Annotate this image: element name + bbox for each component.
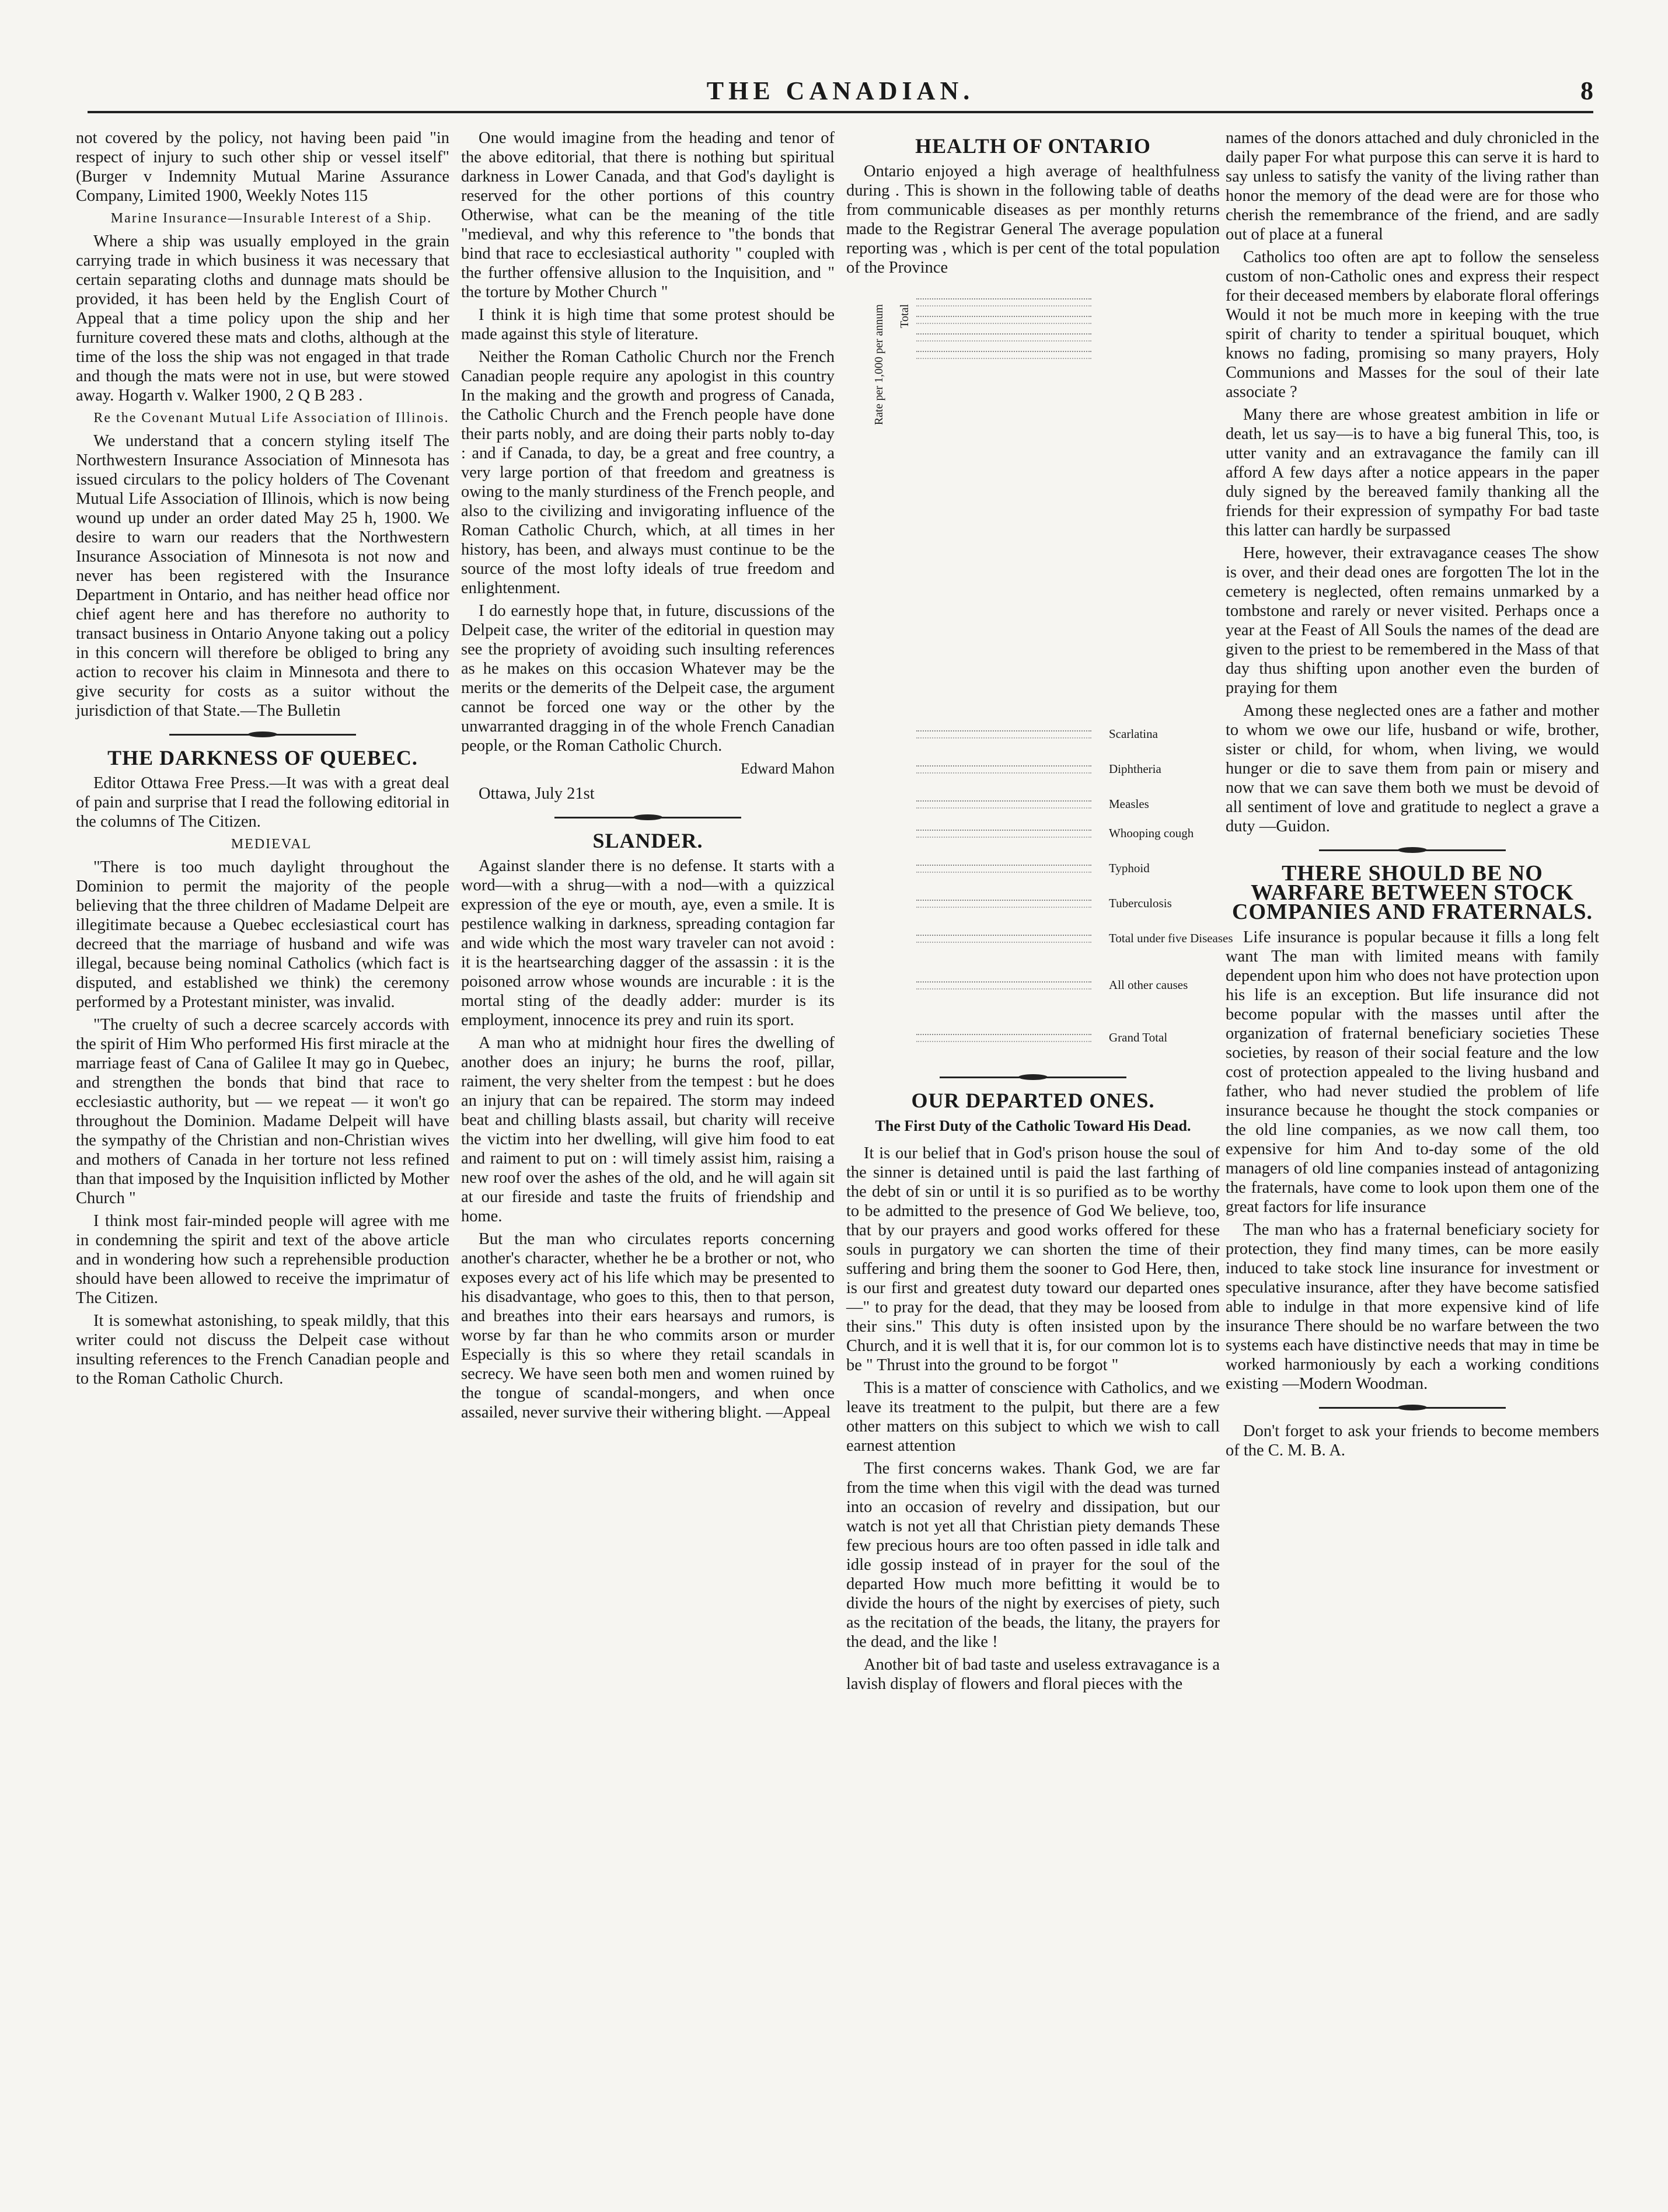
paragraph: Editor Ottawa Free Press.—It was with a great deal of pain and surprise that I read the following editorial in the columns of The Citizen. [76, 774, 449, 831]
paragraph: One would imagine from the heading and tenor of the above editorial, that there is nothing but spiritual darkness in Lower Canada, and that God's daylight is reserved for the other portions of this country Otherwise, what can be the meaning of the title "medieval, and why this reference to "the bonds that bind that race to ecclesiastical authority " coupled with the further offensive allusion to the Inquisition, and " the torture by Mother Church " [461, 129, 835, 301]
section-divider [1226, 1402, 1599, 1413]
article-heading: OUR DEPARTED ONES. [911, 1089, 1155, 1112]
table-row-label: Scarlatina [1109, 727, 1158, 741]
paragraph: A man who at midnight hour fires the dwelling of another does an injury; he burns the roof, pillar, raiment, the very shelter from the tempest : but he does an injury that can be repaired. The storm may indeed beat and chilling blasts assail, but charity will receive the victim into her dwelling, will give him food to eat and raiment to put on : will timely assist him, raising a new roof over the ashes of the old, and he will again sit at our fireside and taste the fruits of friendship and home. [461, 1034, 835, 1225]
paragraph: Don't forget to ask your friends to become members of the C. M. B. A. [1226, 1422, 1599, 1459]
paragraph: "The cruelty of such a decree scarcely accords with the spirit of Him Who performed His first miracle at the marriage feast of Cana of Galilee It may go in Quebec, and strengthen the bonds that bind that race to ecclesiastic authority, but — we repeat — it won't go throughout the Dominion. Madame Delpeit will have the sympathy of the Christian and non-Christian wives and mothers of Canada in her torture not less refined than that imposed by the Inquisition inflicted by Mother Church " [76, 1016, 449, 1207]
paragraph: Among these neglected ones are a father and mother to whom we owe our life, husband or wife, brother, sister or child, for whom, when living, we would hunger or die to save them from pain or misery and now that we can save them both we must be devoid of all sentiment of love and gratitude to neglect a grave a duty —Guidon. [1226, 702, 1599, 835]
paragraph: Catholics too often are apt to follow the senseless custom of non-Catholic ones and express their respect for their deceased members by elaborate floral offerings Would it not be much more in keeping with the true spirit of charity to tender a spiritual bouquet, which knows no fading, promising so many prayers, Holy Communions and Masses for the soul of their late associate ? [1226, 248, 1599, 401]
paragraph: not covered by the policy, not having been paid "in respect of injury to such other ship or vessel itself" (Burger v Indemnity Mutual Marine Assurance Company, Limited 1900, Weekly Notes 115 [76, 129, 449, 205]
paragraph: The first concerns wakes. Thank God, we are far from the time when this vigil with the dead was turned into an occasion of revelry and dissipation, but our watch is not yet all that Christian piety demands These few precious hours are too often passed in idle talk and idle gossip instead of in prayer for the soul of the departed How much more befitting it would be to divide the hours of the night by exercises of piety, such as the recitation of the beads, the litany, the prayers for the dead, and the like ! [846, 1459, 1220, 1651]
table-row-label: Grand Total [1109, 1030, 1168, 1044]
table-row-label: Tuberculosis [1109, 896, 1172, 910]
paragraph: This is a matter of conscience with Catholics, and we leave its treatment to the pulpit, but there are a few other matters on this subject to which we wish to call earnest attention [846, 1379, 1220, 1455]
paragraph: Here, however, their extravagance ceases The show is over, and their dead ones are forgotten The lot in the cemetery is neglected, often remains unmarked by a tombstone and rarely or never visited. Perhaps once a year at the Feast of All Souls the names of the dead are given to the priest to be remembered in the Mass of that day thus shifting upon another even the burden of praying for them [1226, 544, 1599, 697]
paragraph: Against slander there is no defense. It starts with a word—with a shrug—with a nod—with a quizzical expression of the eye or mouth, aye, even a smile. It is pestilence walking in darkness, spreading contagion far and wide which the most wary traveler can not avoid : it is the heartsearching dagger of the assassin : it is the poisoned arrow whose wounds are incurable : it is the mortal sting of the deadly adder: murder is its employment, innocence its prey and ruin its sport. [461, 857, 835, 1029]
section-divider [846, 1071, 1220, 1083]
case-heading: Marine Insurance—Insurable Interest of a Ship. [110, 211, 432, 226]
paragraph: Life insurance is popular because it fills a long felt want The man with limited means with family dependent upon him who does not have protection upon his life is an exception. But life insurance did not become popular with the masses until after the organization of fraternal beneficiary societies These societies, by reason of their social feature and the low cost of protection appealed to the living husband and father, who had never studied the problem of life insurance because he thought the stock companies or the old line companies, as we now call them, too expensive for him And to-day some of the old managers of old line companies instead of antagonizing the fraternals, have come to look upon them one of the great factors for life insurance [1226, 928, 1599, 1216]
dateline: Ottawa, July 21st [479, 785, 595, 803]
column-2 [461, 128, 835, 2102]
table-dotted-row [916, 865, 1091, 873]
page-number: 8 [1580, 76, 1593, 105]
table-dotted-row [916, 1034, 1091, 1042]
paragraph: Ontario enjoyed a high average of healthfulness during . This is shown in the following table of deaths from communicable diseases as per monthly returns made to the Registrar General The average population reporting was , which is per cent of the total population of the Province [846, 162, 1220, 277]
table-row-label: All other causes [1109, 978, 1188, 992]
column-4 [1226, 128, 1599, 2102]
table-dotted-row [916, 830, 1091, 838]
column-3 [846, 128, 1233, 2102]
paragraph: But the man who circulates reports concerning another's character, whether he be a brother or not, who exposes every act of his life which may be presented to his disadvantage, who goes to this, then to that person, and breathes into their ears hearsays and rumors, is worse by far than he who commits arson or murder Especially is this so where they retail scandals in secrecy. We have seen both men and women ruined by the tongue of scandal-mongers, and when once assailed, never survive their withering blight. —Appeal [461, 1230, 835, 1422]
table-dotted-row [916, 981, 1091, 990]
paragraph: I think most fair-minded people will agree with me in condemning the spirit and text of the above article and in wondering how such a reprehensible production should have been allowed to receive the imprimatur of The Citizen. [76, 1212, 449, 1307]
article-heading: THE DARKNESS OF QUEBEC. [107, 746, 418, 769]
table-row-label: Whooping cough [1109, 826, 1194, 840]
column-1 [76, 128, 449, 2102]
section-divider [76, 729, 449, 740]
table-row-label: Total under five Diseases [1109, 931, 1233, 945]
table-vertical-label: Rate per 1,000 per annum [873, 304, 885, 426]
paragraph: I do earnestly hope that, in future, discussions of the Delpeit case, the writer of the editorial in question may see the propriety of avoiding such insulting references as he makes on this occasion Whatever may be the merits or the demerits of the Delpeit case, the argument cannot be forced one way or the other by the unwarranted dragging in of the whole French Canadian people, or the Roman Catholic Church. [461, 602, 835, 755]
table-dotted-rows [916, 316, 1091, 324]
article-subheading: The First Duty of the Catholic Toward His Dead. [875, 1117, 1191, 1134]
table-total-label: Total [898, 304, 911, 328]
table-row-label: Typhoid [1109, 861, 1150, 875]
masthead [88, 70, 1593, 117]
table-dotted-row [916, 765, 1091, 774]
table-dotted-row [916, 935, 1091, 943]
paragraph: The man who has a fraternal beneficiary society for protection, they find many times, can be more easily induced to take stock line insurance for investment or speculative insurance, after they have become satisfied able to indulge in that more expensive kind of life insurance There should be no warfare between the two systems each have distinctive needs that may in time be worked harmoniously by each a working conditions existing —Modern Woodman. [1226, 1221, 1599, 1393]
table-dotted-rows [916, 351, 1091, 359]
paragraph: We understand that a concern styling itself The Northwestern Insurance Association of Minnesota has issued circulars to the policy holders of The Covenant Mutual Life Association of Illinois, which is now being wound up under an order dated May 25 h, 1900. We desire to warn our readers that the Northwestern Insurance Association of Minnesota is not now and never has been registered with the Insurance Department in Ontario, and has neither head office nor chief agent here and has therefore no authority to transact business in Ontario Anyone taking out a policy in this concern will therefore be obliged to bring any action to recover his claim in Minnesota and there to give security for costs as a suitor without the jurisdiction of that State.—The Bulletin [76, 432, 449, 720]
subheading: MEDIEVAL [231, 837, 312, 852]
table-dotted-rows [916, 298, 1091, 306]
header-rule [88, 111, 1593, 113]
table-dotted-row [916, 800, 1091, 809]
paragraph: Many there are whose greatest ambition in life or death, let us say—is to have a big funeral This, too, is utter vanity and an extravagance the family can ill afford A few days after a notice appears in the paper duly signed by the bereaved family thanking all the friends for their expression of sympathy For bad taste this latter can hardly be surpassed [1226, 406, 1599, 539]
section-divider [1226, 844, 1599, 856]
signature: Edward Mahon [740, 760, 835, 777]
paragraph: names of the donors attached and duly chronicled in the daily paper For what purpose this can serve it is hard to say unless to satisfy the vanity of the living rather than honor the memory of the dead were are for those who cherish the remembrance of the friend, and are sadly out of place at a funeral [1226, 129, 1599, 243]
table-row-label: Diphtheria [1109, 762, 1161, 776]
table-dotted-row [916, 730, 1091, 739]
paragraph: It is somewhat astonishing, to speak mildly, that this writer could not discuss the Delpeit case without insulting references to the French Canadian people and to the Roman Catholic Church. [76, 1312, 449, 1388]
article-heading: HEALTH OF ONTARIO [915, 134, 1151, 158]
paragraph: Another bit of bad taste and useless extravagance is a lavish display of flowers and floral pieces with the [846, 1656, 1220, 1693]
table-row-label: Measles [1109, 797, 1149, 811]
paragraph: Where a ship was usually employed in the grain carrying trade in which business it was necessary that certain separating cloths and dunnage mats should be provided, it has been held by the English Court of Appeal that a time policy upon the ship and her furniture covered these mats and cloths, although at the time of the loss the ship was not engaged in that trade and though the mats were not in use, but were stowed away. Hogarth v. Walker 1900, 2 Q B 283 . [76, 232, 449, 405]
table-dotted-rows [916, 333, 1091, 342]
section-divider [461, 811, 835, 823]
article-heading: THERE SHOULD BE NO WARFARE BETWEEN STOCK COMPANIES AND FRATERNALS. [1232, 861, 1593, 924]
mortality-table [846, 281, 1233, 1063]
paragraph: "There is too much daylight throughout the Dominion to permit the majority of the people believing that the three children of Madame Delpeit are illegitimate because a Quebec ecclesiastical court has decreed that the marriage of husband and wife was illegal, because being nominal Catholics (which fact is disputed, and established we think) the ceremony performed by a Protestant minister, was invalid. [76, 858, 449, 1011]
table-dotted-row [916, 900, 1091, 908]
paragraph: Neither the Roman Catholic Church nor the French Canadian people require any apologist in this country In the making and the growth and progress of Canada, the Catholic Church and the French people have done their parts nobly, and are doing their parts nobly to-day : and if Canada, to day, be a great and free country, a very large portion of that freedom and greatness is owing to the manly sturdiness of the French people, and also to the civilizing and invigorating influence of the Roman Catholic Church, which, at all times in her history, has been, and always must continue to be the source of the most lofty ideals of true freedom and enlightenment. [461, 348, 835, 597]
article-heading: SLANDER. [592, 829, 703, 852]
paragraph: I think it is high time that some protest should be made against this style of literature. [461, 306, 835, 343]
paragraph: It is our belief that in God's prison house the soul of the sinner is detained until is paid the last farthing of the debt of sin or until it is so purified as to be worthy to be admitted to the presence of God We believe, too, that by our prayers and good works offered for these souls in purgatory we can shorten the time of their suffering and bring them the sooner to God Here, then, is our first and greatest duty toward our departed ones—" to pray for the dead, that they may be loosed from their sins." This duty is often insisted upon by the Church, and it is well that it is, for our common lot is to be " Thrust into the ground to be forgot " [846, 1144, 1220, 1374]
newspaper-title: THE CANADIAN. [706, 76, 975, 105]
case-heading: Re the Covenant Mutual Life Association of Illinois. [93, 410, 449, 426]
